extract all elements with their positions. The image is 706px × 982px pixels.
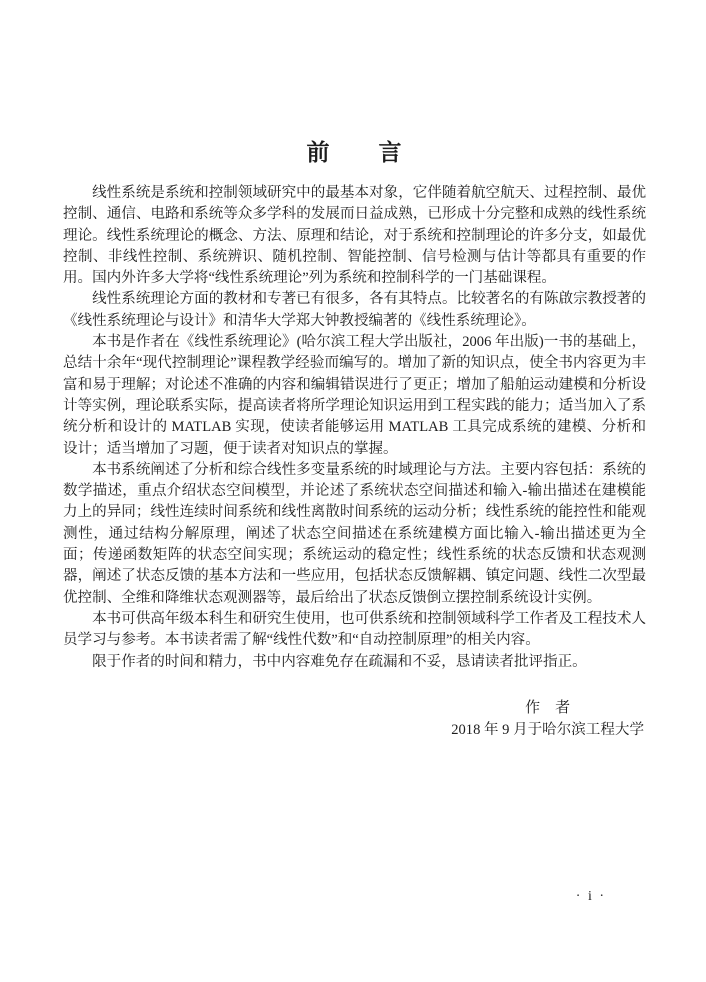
author-signature: 作 者 (525, 699, 571, 716)
preface-paragraph-1: 线性系统是系统和控制领域研究中的最基本对象，它伴随着航空航天、过程控制、最优控制、通信、电路和系统等众多学科的发展而日益成熟，已形成十分完整和成熟的线性系统理论。线性系统理论的概念、方法、原理和结论，对于系统和控制理论的许多分支，如最优控制、非线性控制、系统辨识、随机控制、智能控制、信号检测与估计等都具有重要的作用。国内外许多大学将“线性系统理论”列为系统和控制科学的一门基础课程。 (63, 185, 646, 287)
preface-paragraph-2: 线性系统理论方面的教材和专著已有很多，各有其特点。比较著名的有陈啟宗教授著的《线性系统理论与设计》和清华大学郑大钟教授编著的《线性系统理论》。 (63, 291, 646, 329)
page-number: · i · (575, 889, 606, 904)
page-title: 前 言 (306, 140, 403, 165)
preface-paragraph-5: 本书可供高年级本科生和研究生使用，也可供系统和控制领域科学工作者及工程技术人员学习与参考。本书读者需了解“线性代数”和“自动控制原理”的相关内容。 (63, 610, 646, 649)
preface-body (63, 183, 646, 673)
signature-block (63, 697, 646, 741)
signature-inner (451, 697, 644, 741)
page-content (63, 139, 646, 741)
signature-date-place: 2018 年 9 月于哈尔滨工程大学 (451, 721, 644, 738)
preface-paragraph-4: 本书系统阐述了分析和综合线性多变量系统的时域理论与方法。主要内容包括：系统的数学描述，重点介绍状态空间模型，并论述了系统状态空间描述和输入-输出描述在建模能力上的异同；线性连续时间系统和线性离散时间系统的运动分析；线性系统的能控性和能观测性，通过结构分解原理，阐述了状态空间描述在系统建模方面比输入-输出描述更为全面；传递函数矩阵的状态空间实现；系统运动的稳定性；线性系统的状态反馈和状态观测器，阐述了状态反馈的基本方法和一些应用，包括状态反馈解耦、镇定问题、线性二次型最优控制、全维和降维状态观测器等，最后给出了状态反馈倒立摆控制系统设计实例。 (63, 461, 646, 606)
preface-paragraph-6: 限于作者的时间和精力，书中内容难免存在疏漏和不妥，恳请读者批评指正。 (92, 653, 587, 670)
preface-paragraph-3: 本书是作者在《线性系统理论》(哈尔滨工程大学出版社，2006 年出版)一书的基础上，总结十余年“现代控制理论”课程教学经验而编写的。增加了新的知识点，使全书内容更为丰富和易于理解；对论述不准确的内容和编辑错误进行了更正；增加了船舶运动建模和分析设计等实例，理论联系实际，提高读者将所学理论知识运用到工程实践的能力；适当加入了系统分析和设计的 MATLAB 实现，使读者能够运用 MATLAB 工具完成系统的建模、分析和设计；适当增加了习题，便于读者对知识点的掌握。 (63, 334, 646, 457)
